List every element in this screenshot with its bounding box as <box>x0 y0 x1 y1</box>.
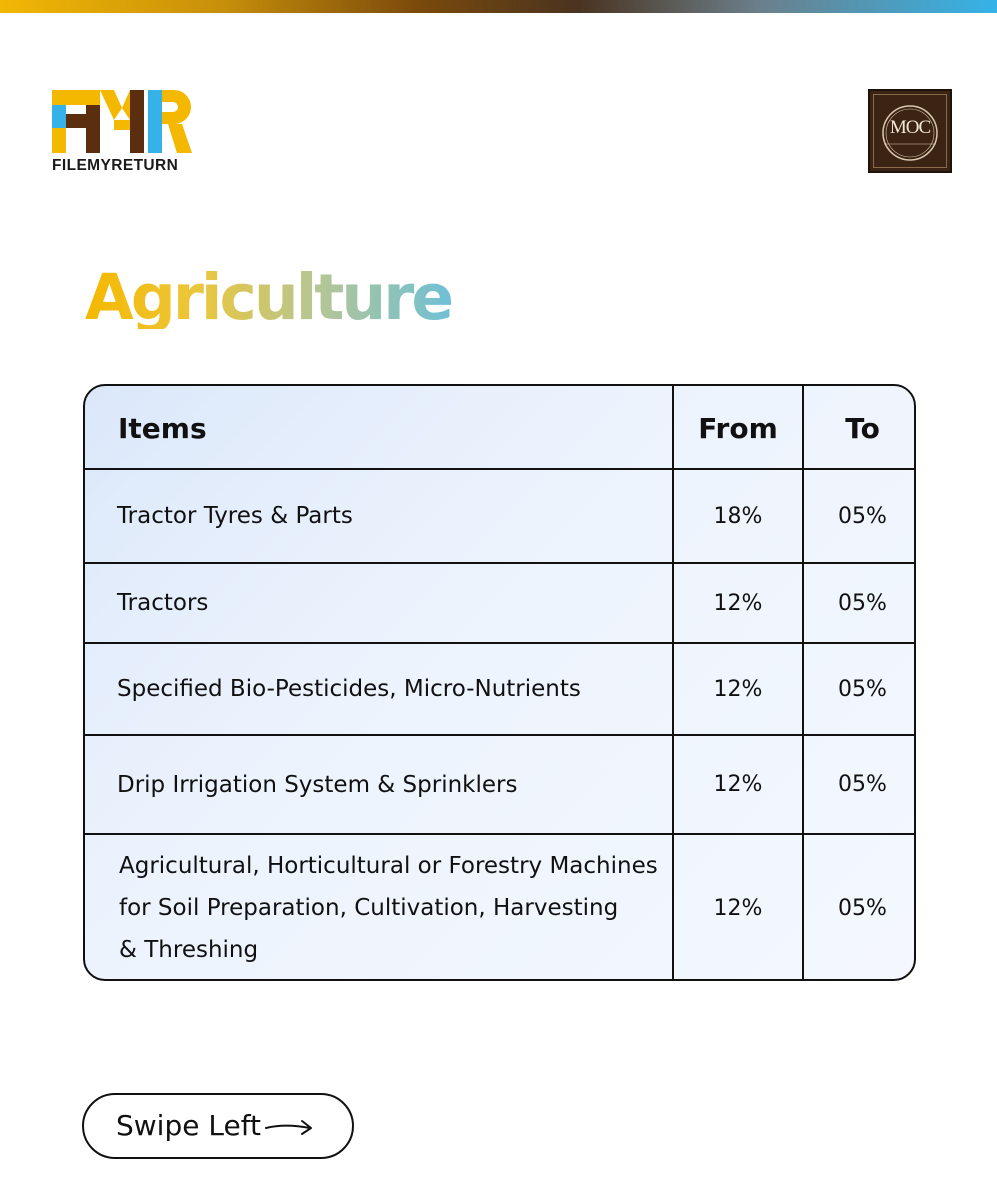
row-from-rate: 12% <box>713 772 763 797</box>
row-item: Drip Irrigation System & Sprinklers <box>117 771 518 798</box>
header-from: From <box>698 411 778 445</box>
page-title: Agriculture <box>85 261 452 334</box>
row-item <box>119 835 669 981</box>
row-from-rate: 12% <box>713 590 763 616</box>
row-item-line: for Soil Preparation, Cultivation, Harvesting <box>119 895 619 921</box>
row-from-rate: 12% <box>713 676 763 702</box>
row-item-line: Agricultural, Horticultural or Forestry Machines <box>119 853 658 879</box>
row-from-rate: 18% <box>713 503 763 529</box>
table-row <box>85 642 914 734</box>
gst-rate-table <box>83 384 916 981</box>
row-item: Tractors <box>117 590 209 616</box>
row-from-rate: 12% <box>713 895 763 921</box>
row-to-rate: 05% <box>838 895 887 921</box>
table-header-row <box>85 386 914 470</box>
arrow-right-icon <box>264 1117 316 1137</box>
row-item: Tractor Tyres & Parts <box>117 503 353 529</box>
table-row <box>85 562 914 642</box>
row-item-line: & Threshing <box>119 937 259 963</box>
top-gradient-stripe <box>0 0 997 13</box>
moc-logo-icon <box>868 89 952 173</box>
row-to-rate: 05% <box>838 590 887 616</box>
moc-logo-text: MOC <box>889 117 931 138</box>
filemyreturn-wordmark: FILEMYRETURN <box>52 157 179 174</box>
table-row <box>85 833 914 981</box>
swipe-left-button[interactable] <box>82 1093 354 1159</box>
row-to-rate: 05% <box>838 503 887 529</box>
row-to-rate: 05% <box>838 676 887 702</box>
header-to: To <box>845 411 880 445</box>
row-item: Specified Bio-Pesticides, Micro-Nutrients <box>117 676 581 702</box>
swipe-left-label: Swipe Left <box>116 1109 262 1142</box>
row-to-rate: 05% <box>838 772 887 797</box>
table-row <box>85 468 914 562</box>
table-row <box>85 734 914 833</box>
header-items: Items <box>118 411 207 445</box>
